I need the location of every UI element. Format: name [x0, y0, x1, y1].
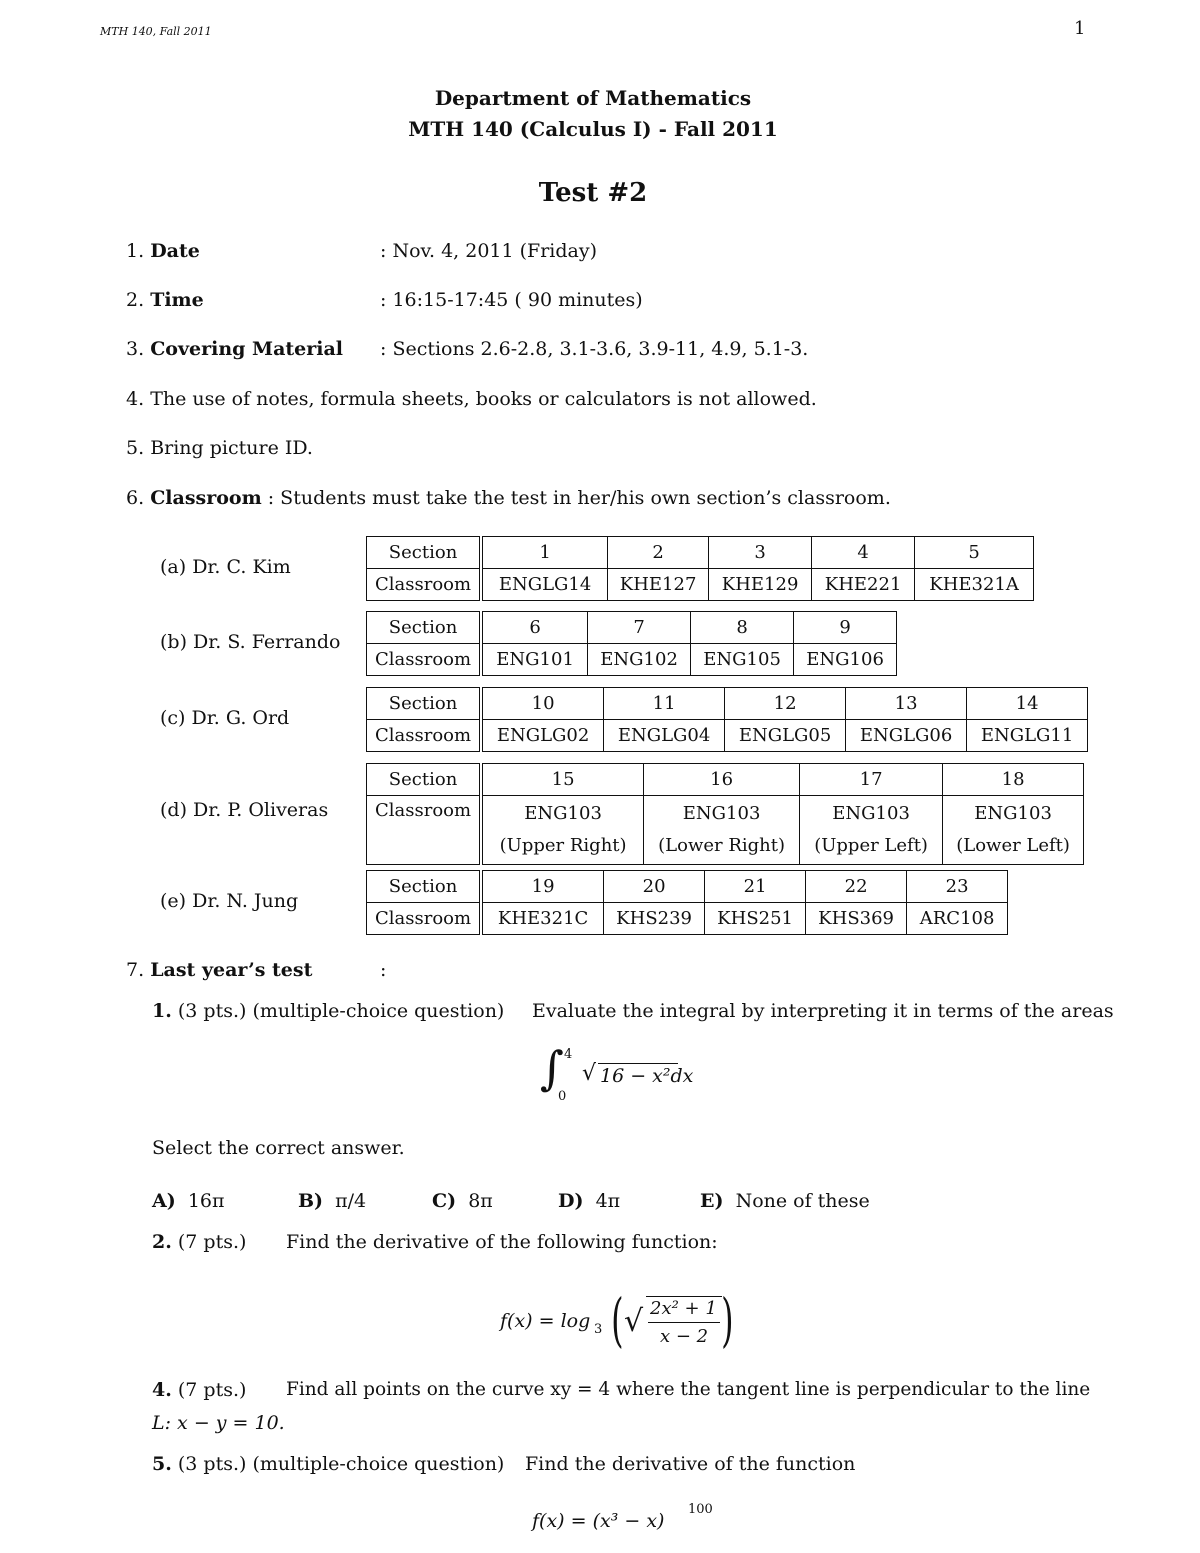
section-cell: 12	[725, 688, 846, 720]
instructor-label: (e) Dr. N. Jung	[160, 890, 299, 912]
classroom-table	[366, 763, 1084, 865]
room-cell: ENGLG14	[481, 569, 608, 601]
item-number: 6.	[126, 487, 145, 509]
question-text: Find the derivative of the following function:	[286, 1231, 718, 1253]
room-cell: KHE129	[709, 569, 812, 601]
question-2	[152, 1231, 246, 1253]
section-cell: 2	[608, 537, 709, 569]
item-classroom	[126, 487, 891, 509]
power-formula	[532, 1500, 732, 1540]
item-rules	[126, 388, 817, 410]
question-number: 2.	[152, 1231, 172, 1253]
section-cell: 4	[812, 537, 915, 569]
item-text: : Students must take the test in her/his own section’s classroom.	[261, 487, 891, 509]
item-number: 5.	[126, 437, 145, 459]
section-cell: 23	[907, 871, 1008, 903]
choice-value: 16π	[187, 1190, 225, 1212]
room-cell	[800, 796, 943, 865]
lower-limit: 0	[558, 1089, 567, 1104]
section-cell: 1	[481, 537, 608, 569]
classroom-table	[366, 870, 1008, 935]
item-material-value: : Sections 2.6-2.8, 3.1-3.6, 3.9-11, 4.9, 5.1-3.	[380, 338, 809, 360]
row-header: Section	[367, 871, 482, 903]
item-number: 2.	[126, 289, 145, 311]
classroom-table	[366, 687, 1088, 752]
row-header: Classroom	[367, 720, 482, 752]
section-cell: 9	[794, 612, 897, 644]
instructor-label: (c) Dr. G. Ord	[160, 707, 290, 729]
classroom-table	[366, 536, 1034, 601]
room-cell	[943, 796, 1084, 865]
course-tag: MTH 140, Fall 2011	[100, 25, 212, 38]
item-time-value: : 16:15-17:45 ( 90 minutes)	[380, 289, 643, 311]
formula-lhs: f(x) = log	[500, 1310, 591, 1332]
room-note: (Upper Left)	[814, 835, 928, 856]
choice-d	[558, 1190, 620, 1212]
item-date	[126, 240, 200, 262]
instructor-label: (b) Dr. S. Ferrando	[160, 631, 341, 653]
item-label: Date	[150, 240, 200, 262]
radical-sign: √	[624, 1304, 644, 1339]
question-text-cont: L: x − y = 10.	[152, 1412, 285, 1434]
left-paren: (	[611, 1286, 624, 1354]
row-header: Classroom	[367, 569, 482, 601]
select-prompt: Select the correct answer.	[152, 1137, 405, 1159]
room-name: ENG103	[832, 803, 910, 824]
room-cell: KHE321C	[481, 903, 604, 935]
room-cell: ENGLG02	[481, 720, 604, 752]
numerator: 2x² + 1	[650, 1298, 717, 1319]
item-material	[126, 338, 343, 360]
item-text: The use of notes, formula sheets, books or calculators is not allowed.	[150, 388, 817, 410]
choice-e	[700, 1190, 870, 1212]
room-cell: KHE321A	[915, 569, 1034, 601]
row-header: Section	[367, 688, 482, 720]
room-cell: ENGLG11	[967, 720, 1088, 752]
page-number: 1	[1074, 18, 1086, 39]
room-cell	[481, 796, 644, 865]
section-row	[367, 537, 1034, 569]
section-cell: 11	[604, 688, 725, 720]
room-cell: ARC108	[907, 903, 1008, 935]
room-cell: KHS369	[806, 903, 907, 935]
question-points: (3 pts.) (multiple-choice question)	[177, 1000, 505, 1022]
choice-value: None of these	[735, 1190, 870, 1212]
formula-body: f(x) = (x³ − x)	[532, 1510, 665, 1532]
question-points: (7 pts.)	[177, 1231, 247, 1253]
item-label: Time	[150, 289, 204, 311]
section-cell: 13	[846, 688, 967, 720]
row-header: Section	[367, 764, 482, 796]
question-text: Find the derivative of the function	[525, 1453, 856, 1475]
row-header: Classroom	[367, 903, 482, 935]
section-cell: 20	[604, 871, 705, 903]
choice-value: 4π	[595, 1190, 621, 1212]
room-cell	[644, 796, 800, 865]
denominator: x − 2	[660, 1326, 709, 1347]
question-number: 5.	[152, 1453, 172, 1475]
classroom-row	[367, 720, 1088, 752]
room-cell: ENG101	[481, 644, 588, 676]
question-number: 4.	[152, 1379, 172, 1401]
item-label: Covering Material	[150, 338, 344, 360]
row-header: Classroom	[367, 644, 482, 676]
question-4	[152, 1379, 246, 1401]
integral-expression	[540, 1041, 740, 1109]
section-cell: 10	[481, 688, 604, 720]
room-name: ENG103	[682, 803, 761, 824]
item-colon: :	[380, 959, 387, 981]
room-cell: ENG106	[794, 644, 897, 676]
section-cell: 15	[481, 764, 644, 796]
item-number: 3.	[126, 338, 145, 360]
row-header: Section	[367, 537, 482, 569]
room-cell: KHS239	[604, 903, 705, 935]
item-label: Classroom	[150, 487, 262, 509]
room-name: ENG103	[974, 803, 1052, 824]
department-title: Department of Mathematics	[434, 86, 752, 110]
room-cell: ENG105	[691, 644, 794, 676]
classroom-row	[367, 796, 1084, 865]
section-cell: 3	[709, 537, 812, 569]
section-row	[367, 612, 897, 644]
classroom-row	[367, 569, 1034, 601]
choice-letter: D)	[558, 1190, 584, 1212]
question-points: (7 pts.)	[177, 1379, 247, 1401]
formula-exponent: 100	[688, 1502, 713, 1517]
radical-sign: √	[582, 1061, 597, 1086]
question-text: Find all points on the curve xy = 4 where the tangent line is perpendicular to the line	[286, 1379, 1091, 1400]
room-note: (Upper Right)	[499, 835, 627, 856]
section-cell: 6	[481, 612, 588, 644]
instructor-label: (d) Dr. P. Oliveras	[160, 799, 329, 821]
section-cell: 16	[644, 764, 800, 796]
room-name: ENG103	[524, 803, 602, 824]
course-title: MTH 140 (Calculus I) - Fall 2011	[408, 117, 778, 141]
integral-sign: ∫	[540, 1041, 564, 1095]
section-cell: 17	[800, 764, 943, 796]
section-cell: 7	[588, 612, 691, 644]
classroom-table	[366, 611, 897, 676]
section-cell: 21	[705, 871, 806, 903]
section-cell: 18	[943, 764, 1084, 796]
item-number: 7.	[126, 959, 145, 981]
choice-letter: A)	[152, 1190, 176, 1212]
choice-a	[152, 1190, 225, 1212]
room-cell: KHE221	[812, 569, 915, 601]
room-cell: KHE127	[608, 569, 709, 601]
item-number: 1.	[126, 240, 145, 262]
radical-bar	[598, 1063, 678, 1064]
room-cell: ENGLG06	[846, 720, 967, 752]
room-cell: ENG102	[588, 644, 691, 676]
choice-letter: B)	[298, 1190, 324, 1212]
section-cell: 22	[806, 871, 907, 903]
item-number: 4.	[126, 388, 145, 410]
item-id	[126, 437, 313, 459]
fraction-bar	[648, 1322, 720, 1323]
room-cell: ENGLG04	[604, 720, 725, 752]
row-header: Section	[367, 612, 482, 644]
instructor-label: (a) Dr. C. Kim	[160, 556, 291, 578]
item-last-year	[126, 959, 312, 981]
log-base: 3	[594, 1322, 603, 1337]
section-cell: 5	[915, 537, 1034, 569]
question-5	[152, 1453, 504, 1475]
choice-value: π/4	[335, 1190, 367, 1212]
section-row	[367, 688, 1088, 720]
row-header: Classroom	[367, 796, 482, 865]
test-title: Test #2	[538, 178, 648, 208]
section-cell: 8	[691, 612, 794, 644]
radical-bar	[646, 1296, 722, 1297]
log-formula	[500, 1286, 760, 1360]
question-points: (3 pts.) (multiple-choice question)	[177, 1453, 505, 1475]
room-cell: KHS251	[705, 903, 806, 935]
upper-limit: 4	[564, 1047, 573, 1062]
item-text: Bring picture ID.	[150, 437, 313, 459]
section-cell: 14	[967, 688, 1088, 720]
question-text: Evaluate the integral by interpreting it in terms of the areas	[532, 1000, 1114, 1022]
integrand: 16 − x²dx	[600, 1065, 694, 1087]
choice-letter: C)	[432, 1190, 457, 1212]
section-cell: 19	[481, 871, 604, 903]
choice-c	[432, 1190, 493, 1212]
item-date-value: : Nov. 4, 2011 (Friday)	[380, 240, 598, 262]
choice-letter: E)	[700, 1190, 724, 1212]
item-time	[126, 289, 204, 311]
room-note: (Lower Right)	[658, 835, 786, 856]
item-label: Last year’s test	[150, 959, 313, 981]
choice-b	[298, 1190, 366, 1212]
right-paren: )	[721, 1286, 734, 1354]
section-row	[367, 764, 1084, 796]
room-note: (Lower Left)	[956, 835, 1070, 856]
section-row	[367, 871, 1008, 903]
room-cell: ENGLG05	[725, 720, 846, 752]
question-1	[152, 1000, 504, 1022]
classroom-row	[367, 644, 897, 676]
classroom-row	[367, 903, 1008, 935]
question-number: 1.	[152, 1000, 172, 1022]
choice-value: 8π	[468, 1190, 493, 1212]
